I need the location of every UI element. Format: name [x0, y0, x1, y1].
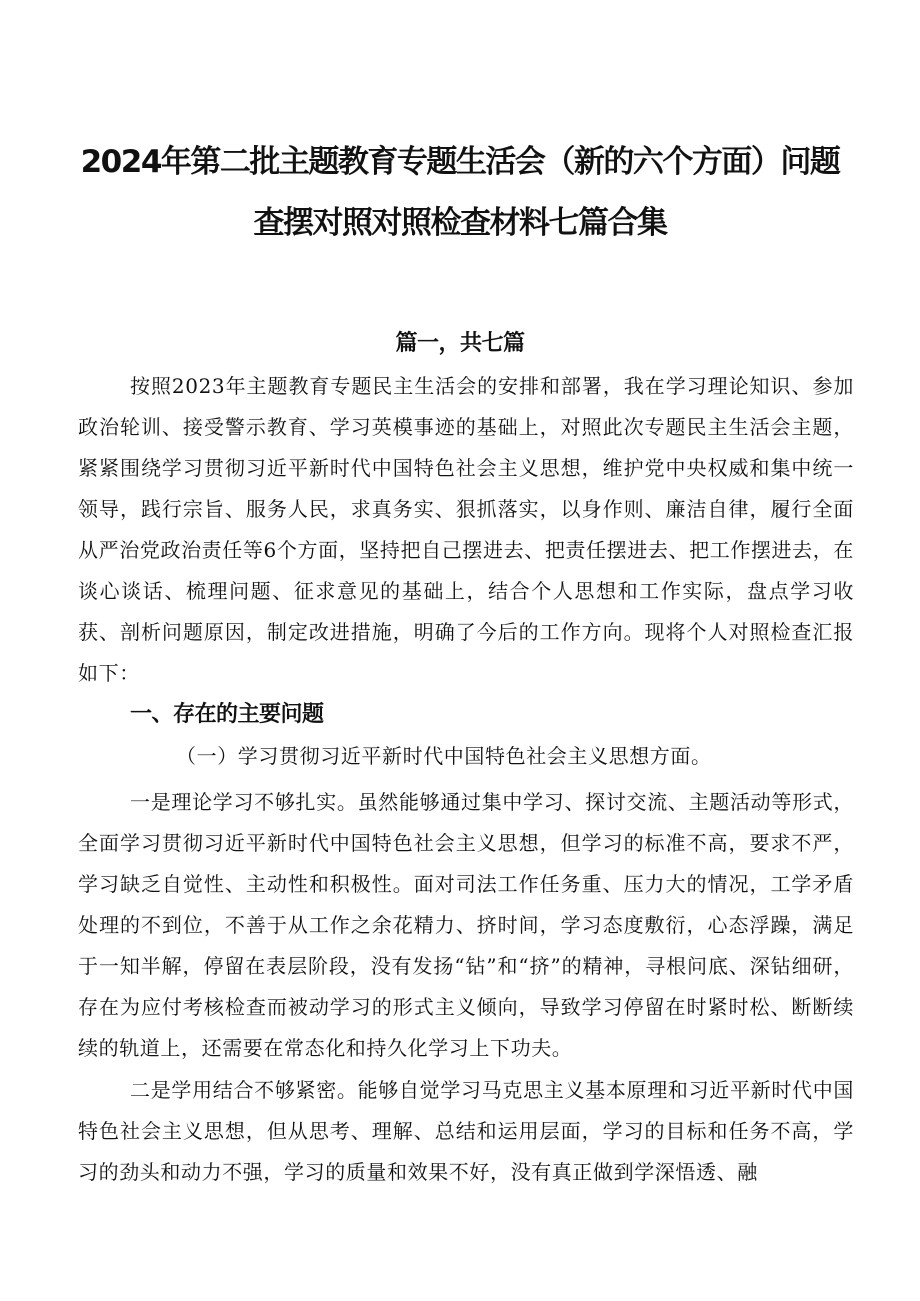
- section-heading: 一、存在的主要问题: [130, 702, 324, 727]
- document-title-line-1: 2024年第二批主题教育专题生活会（新的六个方面）问题: [80, 144, 840, 180]
- intro-paragraph: 按照2023年主题教育专题民主生活会的安排和部署，我在学习理论知识、参加政治轮训、接受警示教育、学习英模事迹的基础上，对照此次专题民主生活会主题，紧紧围绕学习贯彻习近平新时代中国特色社会主义思想，维护党中央权威和集中统一领导，践行宗旨、服务人民，求真务实、狠抓落实，以身作则、廉洁自律，履行全面从严治党政治责任等6个方面，坚持把自己摆进去、把责任摆进去、把工作摆进去，在谈心谈话、梳理问题、征求意见的基础上，结合个人思想和工作实际，盘点学习收获、剖析问题原因，制定改进措施，明确了今后的工作方向。现将个人对照检查汇报如下：: [78, 374, 854, 685]
- document-title-line-2: 查摆对照对照检查材料七篇合集: [253, 205, 667, 241]
- subsection-heading: （一）学习贯彻习近平新时代中国特色社会主义思想方面。: [176, 744, 712, 768]
- part-subheading: 篇一，共七篇: [395, 331, 525, 356]
- body-paragraph-2: 二是学用结合不够紧密。能够自觉学习马克思主义基本原理和习近平新时代中国特色社会主义思想，但从思考、理解、总结和运用层面，学习的目标和任务不高，学习的劲头和动力不强，学习的质量和效果不好，没有真正做到学深悟透、融: [78, 1078, 854, 1184]
- body-paragraph-1: 一是理论学习不够扎实。虽然能够通过集中学习、探讨交流、主题活动等形式，全面学习贯彻习近平新时代中国特色社会主义思想，但学习的标准不高，要求不严，学习缺乏自觉性、主动性和积极性。面对司法工作任务重、压力大的情况，工学矛盾处理的不到位，不善于从工作之余花精力、挤时间，学习态度敷衍，心态浮躁，满足于一知半解，停留在表层阶段，没有发扬“钻”和“挤”的精神，寻根问底、深钻细研，存在为应付考核检查而被动学习的形式主义倾向，导致学习停留在时紧时松、断断续续的轨道上，还需要在常态化和持久化学习上下功夫。: [78, 790, 854, 1060]
